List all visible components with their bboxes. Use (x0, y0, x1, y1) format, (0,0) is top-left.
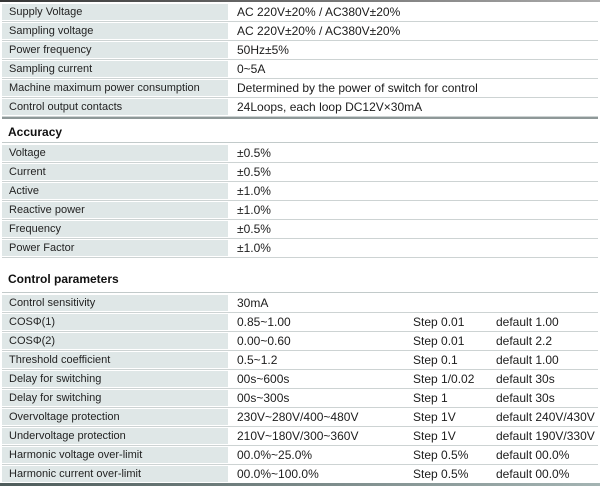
step-cell: Step 1/0.02 (413, 372, 475, 386)
value-cell: 00.0%~100.0% (237, 467, 319, 481)
label-cell: Supply Voltage (2, 3, 228, 21)
step-cell: Step 1V (413, 410, 456, 424)
table-row (2, 144, 598, 163)
default-cell: default 00.0% (496, 448, 570, 462)
step-cell: Step 0.1 (413, 353, 458, 367)
label-cell: Power frequency (2, 41, 228, 59)
table-row (2, 220, 598, 239)
default-cell: default 1.00 (496, 315, 559, 329)
value-cell: 0.85~1.00 (237, 315, 291, 329)
value-cell: ±1.0% (237, 241, 271, 255)
default-cell: default 30s (496, 372, 555, 386)
section-heading-accuracy: Accuracy (8, 125, 63, 139)
value-cell: AC 220V±20% / AC380V±20% (237, 24, 401, 38)
value-cell: 0.00~0.60 (237, 334, 291, 348)
label-cell: Power Factor (2, 239, 228, 257)
step-cell: Step 0.01 (413, 315, 465, 329)
table-row (2, 98, 598, 117)
table-row (2, 332, 598, 351)
value-cell: 210V~180V/300~360V (237, 429, 359, 443)
step-cell: Step 0.01 (413, 334, 465, 348)
default-cell (487, 294, 598, 312)
heading-underline (2, 292, 598, 293)
section-general (2, 3, 598, 119)
table-row (2, 408, 598, 427)
value-cell: 0~5A (237, 62, 266, 76)
table-row (2, 389, 598, 408)
label-cell: Voltage (2, 144, 228, 162)
default-cell: default 190V/330V (496, 429, 595, 443)
table-row (2, 465, 598, 484)
label-cell: Delay for switching (2, 389, 228, 407)
table-row (2, 446, 598, 465)
label-cell: Harmonic current over-limit (2, 465, 228, 483)
value-cell: ±1.0% (237, 203, 271, 217)
bottom-rule (0, 483, 600, 486)
label-cell: Control sensitivity (2, 294, 228, 312)
table-row (2, 370, 598, 389)
default-cell: default 00.0% (496, 467, 570, 481)
label-cell: Undervoltage protection (2, 427, 228, 445)
label-cell: COSΦ(2) (2, 332, 228, 350)
step-cell: Step 1V (413, 429, 456, 443)
label-cell: Sampling voltage (2, 22, 228, 40)
top-rule (0, 0, 600, 2)
default-cell: default 30s (496, 391, 555, 405)
step-cell: Step 1 (413, 391, 448, 405)
section-rows (2, 144, 598, 258)
value-cell: ±0.5% (237, 146, 271, 160)
spec-table (0, 3, 600, 484)
table-row (2, 351, 598, 370)
default-cell: default 2.2 (496, 334, 553, 348)
step-cell: Step 0.5% (413, 448, 469, 462)
value-cell: 24Loops, each loop DC12V×30mA (237, 100, 423, 114)
step-cell (404, 294, 487, 312)
table-row (2, 60, 598, 79)
label-cell: Reactive power (2, 201, 228, 219)
default-cell: default 240V/430V (496, 410, 595, 424)
label-cell: Machine maximum power consumption (2, 79, 228, 97)
section-control (2, 273, 598, 484)
heading-underline (2, 142, 598, 143)
table-row (2, 79, 598, 98)
table-row (2, 3, 598, 22)
section-rows (2, 3, 598, 119)
value-cell: ±0.5% (237, 165, 271, 179)
label-cell: Overvoltage protection (2, 408, 228, 426)
value-cell: 230V~280V/400~480V (237, 410, 359, 424)
label-cell: Sampling current (2, 60, 228, 78)
section-accuracy (2, 126, 598, 258)
value-cell: 00.0%~25.0% (237, 448, 313, 462)
table-row (2, 182, 598, 201)
value-cell: 00s~600s (237, 372, 290, 386)
value-cell: 50Hz±5% (237, 43, 289, 57)
label-cell: Harmonic voltage over-limit (2, 446, 228, 464)
label-cell: COSΦ(1) (2, 313, 228, 331)
table-row (2, 294, 598, 313)
value-cell: ±1.0% (237, 184, 271, 198)
table-row (2, 22, 598, 41)
table-row (2, 427, 598, 446)
table-row (2, 201, 598, 220)
value-cell: ±0.5% (237, 222, 271, 236)
label-cell: Control output contacts (2, 98, 228, 116)
value-cell: 30mA (237, 296, 269, 310)
label-cell: Delay for switching (2, 370, 228, 388)
value-cell: 00s~300s (237, 391, 290, 405)
table-row (2, 239, 598, 258)
label-cell: Active (2, 182, 228, 200)
table-row (2, 313, 598, 332)
label-cell: Threshold coefficient (2, 351, 228, 369)
value-cell: Determined by the power of switch for control (237, 81, 478, 95)
label-cell: Current (2, 163, 228, 181)
table-row (2, 41, 598, 60)
section-heading-control: Control parameters (8, 272, 119, 286)
table-row (2, 163, 598, 182)
value-cell: AC 220V±20% / AC380V±20% (237, 5, 401, 19)
label-cell: Frequency (2, 220, 228, 238)
step-cell: Step 0.5% (413, 467, 469, 481)
section-rows (2, 294, 598, 484)
default-cell: default 1.00 (496, 353, 559, 367)
value-cell: 0.5~1.2 (237, 353, 278, 367)
